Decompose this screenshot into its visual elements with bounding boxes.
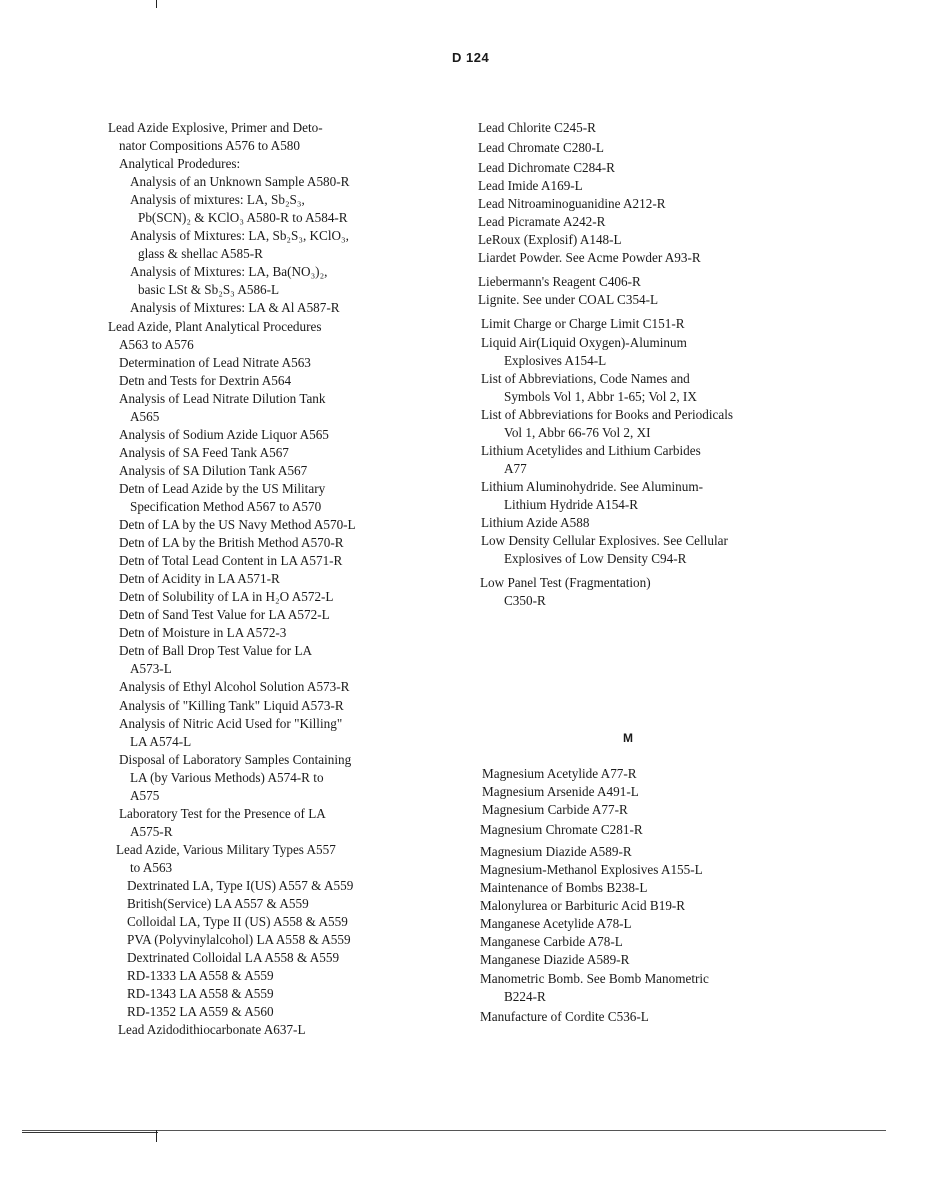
- index-subentry: Detn of Lead Azide by the US Military: [119, 480, 326, 496]
- index-entry: Liquid Air(Liquid Oxygen)-Aluminum: [481, 334, 687, 350]
- index-subentry-continuation: basic LSt & Sb₂S₃ A586-L: [138, 282, 280, 298]
- index-entry: Lead Imide A169-L: [478, 178, 583, 194]
- index-subentry-continuation: Specification Method A567 to A570: [130, 498, 322, 514]
- index-subentry: Analysis of Nitric Acid Used for "Killing": [119, 715, 343, 731]
- index-subheading: Analytical Prodedures:: [119, 156, 241, 172]
- footer-rule-thick: [22, 1132, 158, 1133]
- index-entry: Lead Picramate A242-R: [478, 214, 606, 230]
- index-entry-continuation: A563 to A576: [119, 336, 194, 352]
- index-entry: Lead Azidodithiocarbonate A637-L: [118, 1022, 306, 1038]
- index-subentry: RD-1343 LA A558 & A559: [127, 986, 274, 1002]
- index-subentry: Detn and Tests for Dextrin A564: [119, 372, 292, 388]
- index-entry: Magnesium Diazide A589-R: [480, 844, 632, 860]
- index-subentry: Detn of Acidity in LA A571-R: [119, 571, 280, 587]
- index-subentry-continuation: A565: [130, 408, 160, 424]
- index-entry-continuation: A77: [504, 460, 527, 476]
- index-subentry: Analysis of SA Dilution Tank A567: [119, 462, 308, 478]
- index-subentry: British(Service) LA A557 & A559: [127, 896, 309, 912]
- index-subentry: Analysis of "Killing Tank" Liquid A573-R: [119, 697, 344, 713]
- index-subentry: Disposal of Laboratory Samples Containing: [119, 751, 352, 767]
- index-entry: Maintenance of Bombs B238-L: [480, 880, 648, 896]
- index-entry: List of Abbreviations, Code Names and: [481, 370, 690, 386]
- index-entry: Manufacture of Cordite C536-L: [480, 1008, 649, 1024]
- index-subentry: Colloidal LA, Type II (US) A558 & A559: [127, 914, 348, 930]
- index-subentry: Analysis of Ethyl Alcohol Solution A573-R: [119, 679, 350, 695]
- index-subentry: Detn of Sand Test Value for LA A572-L: [119, 607, 330, 623]
- index-subentry: Laboratory Test for the Presence of LA: [119, 805, 326, 821]
- index-subentry: Detn of LA by the British Method A570-R: [119, 535, 344, 551]
- index-entry: Liardet Powder. See Acme Powder A93-R: [478, 250, 701, 266]
- index-subentry: Analysis of Sodium Azide Liquor A565: [119, 426, 329, 442]
- index-subentry: Detn of Total Lead Content in LA A571-R: [119, 553, 343, 569]
- index-subentry: Analysis of Mixtures: LA, Ba(NO₃)₂,: [130, 264, 328, 280]
- index-entry: Magnesium Arsenide A491-L: [482, 784, 639, 800]
- index-entry: Limit Charge or Charge Limit C151-R: [481, 316, 685, 332]
- index-subentry: PVA (Polyvinylalcohol) LA A558 & A559: [127, 932, 351, 948]
- index-subentry-continuation: glass & shellac A585-R: [138, 246, 263, 262]
- index-entry: Lead Nitroaminoguanidine A212-R: [478, 196, 666, 212]
- index-subentry: Analysis of mixtures: LA, Sb₂S₃,: [130, 192, 305, 208]
- index-column-right: [478, 119, 818, 610]
- index-entry-continuation: Symbols Vol 1, Abbr 1-65; Vol 2, IX: [504, 388, 697, 404]
- index-subentry: Analysis of SA Feed Tank A567: [119, 444, 289, 460]
- section-letter-m: M: [623, 731, 633, 745]
- index-subentry-continuation: LA (by Various Methods) A574-R to: [130, 769, 324, 785]
- index-subentry: Analysis of an Unknown Sample A580-R: [130, 174, 350, 190]
- index-subentry: Analysis of Mixtures: LA & Al A587-R: [130, 300, 340, 316]
- index-entry: Liebermann's Reagent C406-R: [478, 274, 641, 290]
- index-entry: Manganese Acetylide A78-L: [480, 916, 632, 932]
- index-entry: Lithium Acetylides and Lithium Carbides: [481, 442, 701, 458]
- index-entry-continuation: B224-R: [504, 988, 546, 1004]
- index-entry: Manganese Diazide A589-R: [480, 952, 630, 968]
- index-subentry-continuation: LA A574-L: [130, 733, 192, 749]
- index-subentry: Detn of Solubility of LA in H₂O A572-L: [119, 589, 334, 605]
- index-subentry: Detn of Ball Drop Test Value for LA: [119, 643, 313, 659]
- footer-rule: [22, 1130, 886, 1131]
- index-subentry: Determination of Lead Nitrate A563: [119, 354, 311, 370]
- index-entry: Lead Dichromate C284-R: [478, 160, 615, 176]
- index-entry: Magnesium Acetylide A77-R: [482, 766, 637, 781]
- page-number: D 124: [452, 50, 490, 65]
- index-entry: Manganese Carbide A78-L: [480, 934, 623, 950]
- index-column-right-m: [480, 765, 810, 1026]
- index-subentry: Analysis of Lead Nitrate Dilution Tank: [119, 390, 326, 406]
- index-entry-continuation: Explosives of Low Density C94-R: [504, 551, 687, 567]
- index-entry-continuation: Lithium Hydride A154-R: [504, 496, 639, 512]
- index-entry-continuation: nator Compositions A576 to A580: [119, 138, 300, 154]
- index-subentry: Dextrinated LA, Type I(US) A557 & A559: [127, 877, 354, 893]
- index-entry: Lignite. See under COAL C354-L: [478, 292, 659, 308]
- index-entry: Low Panel Test (Fragmentation): [480, 575, 651, 591]
- index-entry: Lithium Azide A588: [481, 514, 590, 530]
- index-subentry: RD-1352 LA A559 & A560: [127, 1004, 274, 1020]
- index-subentry-continuation: A575: [130, 787, 160, 803]
- top-margin-tick: [156, 0, 157, 8]
- index-entry: Lead Azide Explosive, Primer and Deto-: [108, 120, 323, 135]
- index-entry-continuation: C350-R: [504, 593, 546, 609]
- index-subentry: Dextrinated Colloidal LA A558 & A559: [127, 950, 340, 966]
- index-entry: Low Density Cellular Explosives. See Cellular: [481, 533, 728, 549]
- index-entry-continuation: Explosives A154-L: [504, 352, 607, 368]
- index-entry: LeRoux (Explosif) A148-L: [478, 232, 622, 248]
- index-entry: Lead Chlorite C245-R: [478, 120, 596, 135]
- index-subentry-continuation: A573-L: [130, 661, 172, 677]
- index-subentry: RD-1333 LA A558 & A559: [127, 968, 274, 984]
- index-entry: Lead Azide, Various Military Types A557: [116, 841, 336, 857]
- bottom-margin-tick: [156, 1130, 157, 1142]
- index-subentry-continuation: A575-R: [130, 823, 173, 839]
- index-entry-continuation: to A563: [130, 859, 173, 875]
- index-entry-continuation: Vol 1, Abbr 66-76 Vol 2, XI: [504, 424, 651, 440]
- index-entry: Magnesium-Methanol Explosives A155-L: [480, 862, 703, 878]
- index-entry: List of Abbreviations for Books and Periodicals: [481, 406, 733, 422]
- index-subentry: Detn of Moisture in LA A572-3: [119, 625, 287, 641]
- index-entry: Manometric Bomb. See Bomb Manometric: [480, 970, 709, 986]
- index-column-left: [108, 119, 448, 1039]
- index-entry: Malonylurea or Barbituric Acid B19-R: [480, 898, 686, 914]
- index-subentry: Detn of LA by the US Navy Method A570-L: [119, 517, 356, 533]
- index-subentry-continuation: Pb(SCN)₂ & KClO₃ A580-R to A584-R: [138, 210, 348, 226]
- index-entry: Lead Azide, Plant Analytical Procedures: [108, 318, 322, 334]
- index-entry: Lithium Aluminohydride. See Aluminum-: [481, 478, 703, 494]
- index-subentry: Analysis of Mixtures: LA, Sb₂S₃, KClO₃,: [130, 228, 349, 244]
- index-entry: Magnesium Carbide A77-R: [482, 802, 628, 818]
- index-entry: Lead Chromate C280-L: [478, 140, 604, 156]
- index-entry: Magnesium Chromate C281-R: [480, 822, 643, 838]
